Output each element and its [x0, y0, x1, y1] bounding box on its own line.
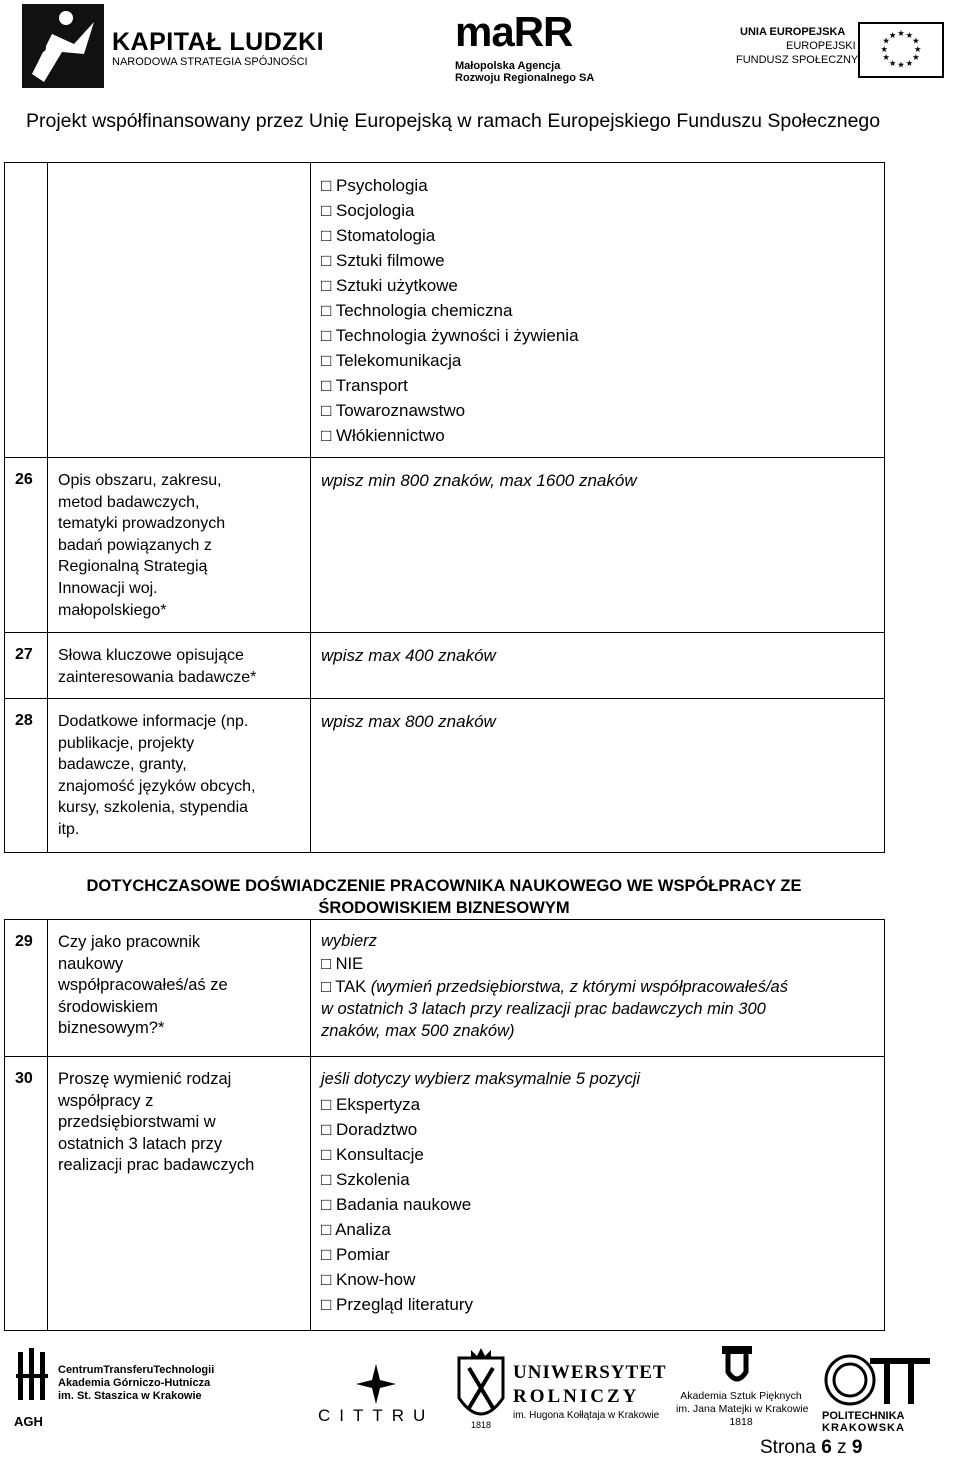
row-27-label-cell	[47, 632, 311, 699]
row-29-answer	[321, 930, 788, 1042]
text-line: CentrumTransferuTechnologii	[58, 1364, 215, 1376]
text-line: publikacje, projekty	[58, 734, 195, 752]
kapital-ludzki-emblem-icon	[22, 4, 104, 88]
marr-subtitle-line: Małopolska Agencja	[455, 60, 561, 72]
option-tak-checkbox[interactable]	[321, 976, 788, 1042]
text-line: badawcze, granty,	[58, 756, 187, 774]
svg-text:★: ★	[913, 43, 922, 54]
cooperation-option-checkbox[interactable]: □ Analiza	[321, 1217, 640, 1242]
text-line: metod badawczych,	[58, 493, 200, 511]
marr-subtitle	[455, 60, 594, 84]
row-26-hint: wpisz min 800 znaków, max 1600 znaków	[321, 471, 637, 490]
row-28-label-cell	[47, 698, 311, 853]
row-26-num-cell	[4, 457, 48, 633]
text-line: przedsiębiorstwami w	[58, 1113, 216, 1132]
row-number: 30	[15, 1070, 33, 1087]
field-option-checkbox[interactable]: □ Włókiennictwo	[321, 423, 579, 448]
field-of-science-options	[321, 173, 579, 448]
text-line: Opis obszaru, zakresu,	[58, 472, 222, 489]
text-line: kursy, szkolenia, stypendia	[58, 799, 249, 817]
field-option-checkbox[interactable]: □ Towaroznawstwo	[321, 398, 579, 423]
row-27-hint: wpisz max 400 znaków	[321, 646, 496, 665]
text-line: biznesowym?*	[58, 1019, 165, 1038]
svg-text:★: ★	[905, 29, 914, 40]
cooperation-option-checkbox[interactable]: □ Pomiar	[321, 1242, 640, 1267]
cooperation-option-checkbox[interactable]: □ Przegląd literatury	[321, 1292, 640, 1317]
row-number: 29	[15, 933, 33, 950]
row-29-num-cell	[4, 919, 48, 1057]
field-option-checkbox[interactable]: □ Psychologia	[321, 173, 579, 198]
row-28-hint: wpisz max 800 znaków	[321, 712, 496, 731]
page-prefix: Strona	[760, 1437, 816, 1458]
row-29-answer-cell	[310, 919, 885, 1057]
section-title	[0, 875, 888, 919]
text-line: ostatnich 3 latach przy	[58, 1134, 223, 1153]
text-line: tematyki prowadzonych	[58, 515, 226, 533]
marr-logo	[455, 8, 595, 88]
field-option-checkbox[interactable]: □ Stomatologia	[321, 223, 579, 248]
row-28-num-cell	[4, 698, 48, 853]
pk-emblem-icon	[822, 1352, 934, 1408]
row-top-num-cell	[4, 162, 48, 458]
svg-text:★: ★	[888, 29, 897, 40]
text-line: naukowy	[58, 954, 124, 973]
row-30-hint: jeśli dotyczy wybierz maksymalnie 5 pozycji	[321, 1070, 641, 1088]
row-number: 26	[15, 471, 33, 488]
text-line: środowiskiem	[58, 997, 158, 1016]
text-line: Dodatkowe informacje (np.	[58, 713, 249, 730]
text-line: ŚRODOWISKIEM BIZNESOWYM	[318, 899, 570, 917]
row-27-answer-cell[interactable]	[310, 632, 885, 699]
kapital-ludzki-subtitle: NARODOWA STRATEGIA SPÓJNOŚCI	[112, 56, 308, 68]
field-option-checkbox[interactable]: □ Transport	[321, 373, 579, 398]
kapital-ludzki-title: KAPITAŁ LUDZKI	[112, 28, 325, 56]
ur-logo	[455, 1344, 667, 1434]
eu-line-1: UNIA EUROPEJSKA	[740, 26, 846, 38]
row-30-num-cell	[4, 1056, 48, 1331]
cooperation-option-checkbox[interactable]: □ Szkolenia	[321, 1167, 640, 1192]
page-current: 6	[821, 1437, 832, 1458]
row-26-answer-cell[interactable]	[310, 457, 885, 633]
row-number: 28	[15, 712, 33, 729]
pk-logo	[818, 1344, 938, 1434]
field-option-checkbox[interactable]: □ Socjologia	[321, 198, 579, 223]
svg-text:★: ★	[897, 28, 905, 39]
row-30-label-cell	[47, 1056, 311, 1331]
row-26-label-cell	[47, 457, 311, 633]
text-line: im. St. Staszica w Krakowie	[58, 1390, 202, 1402]
field-option-checkbox[interactable]: □ Technologia żywności i żywienia	[321, 323, 579, 348]
ur-emblem-icon	[455, 1348, 507, 1430]
text-line: Słowa kluczowe opisujące	[58, 647, 244, 664]
cittru-logo	[318, 1344, 440, 1434]
cittru-text: CITTRU	[318, 1406, 435, 1425]
svg-text:★: ★	[882, 35, 890, 46]
cooperation-option-checkbox[interactable]: □ Konsultacje	[321, 1142, 640, 1167]
text-line: badań powiązanych z	[58, 536, 212, 554]
text-line: im. Jana Matejki w Krakowie	[676, 1403, 809, 1415]
pk-title-2: KRAKOWSKA	[822, 1422, 905, 1434]
agh-emblem-icon	[12, 1348, 52, 1408]
svg-text:★: ★	[888, 57, 897, 68]
cittru-emblem-icon	[356, 1364, 396, 1404]
kapital-ludzki-logo	[22, 0, 325, 95]
cooperation-option-checkbox[interactable]: □ Badania naukowe	[321, 1192, 640, 1217]
ur-year: 1818	[471, 1420, 492, 1430]
asp-emblem-icon	[722, 1346, 752, 1386]
svg-text:★: ★	[882, 52, 890, 63]
asp-logo	[676, 1344, 809, 1434]
text-line: Regionalną Strategią	[58, 558, 208, 576]
text-line: DOTYCHCZASOWE DOŚWIADCZENIE PRACOWNIKA NAUKOWEGO WE WSPÓŁPRACY ZE	[86, 877, 802, 895]
ctt-agh-logo	[12, 1344, 247, 1434]
row-27-num-cell	[4, 632, 48, 699]
text-line: Innowacji woj.	[58, 579, 158, 597]
cooperation-option-checkbox[interactable]: □ Ekspertyza	[321, 1092, 640, 1117]
svg-text:★: ★	[897, 59, 905, 70]
row-26-label	[58, 470, 225, 621]
eu-line-3: FUNDUSZ SPOŁECZNY	[736, 54, 859, 66]
eu-flag-icon	[858, 22, 944, 78]
eu-line-2: EUROPEJSKI	[786, 40, 856, 52]
ur-title-2: ROLNICZY	[513, 1386, 640, 1407]
text-line: 1818	[729, 1416, 753, 1428]
option-nie-checkbox[interactable]: □ NIE	[321, 953, 788, 976]
svg-text:★: ★	[880, 43, 889, 54]
cooperation-option-checkbox[interactable]: □ Know-how	[321, 1267, 640, 1292]
text-line: Akademia Sztuk Pięknych	[680, 1390, 802, 1402]
text-line: Akademia Górniczo-Hutnicza	[58, 1377, 211, 1389]
pk-title-1: POLITECHNIKA	[822, 1410, 905, 1422]
text-line: małopolskiego*	[58, 601, 167, 619]
row-number: 27	[15, 646, 33, 663]
field-option-checkbox[interactable]: □ Sztuki filmowe	[321, 248, 579, 273]
text-line: współpracy z	[58, 1091, 154, 1110]
field-option-checkbox[interactable]: □ Telekomunikacja	[321, 348, 579, 373]
cooperation-option-checkbox[interactable]: □ Doradztwo	[321, 1117, 640, 1142]
svg-text:★: ★	[905, 57, 914, 68]
page-total: 9	[851, 1437, 863, 1458]
row-29-label-cell	[47, 919, 311, 1057]
text-line: itp.	[58, 820, 80, 838]
row-top-label-cell	[47, 162, 311, 458]
text-line: współpracowałeś/aś ze	[58, 976, 228, 995]
row-30-label	[58, 1069, 254, 1177]
svg-text:★: ★	[912, 35, 920, 46]
row-29-hint: wybierz	[321, 932, 377, 950]
eu-logo	[736, 22, 946, 82]
text-line: Czy jako pracownik	[58, 933, 201, 951]
page-number	[760, 1437, 862, 1459]
ur-subtitle: im. Hugona Kołłątaja w Krakowie	[513, 1410, 660, 1421]
text-line: znajomość języków obcych,	[58, 777, 256, 795]
cooperation-type-options	[321, 1092, 640, 1317]
row-28-label	[58, 711, 255, 841]
ur-title-1: UNIWERSYTET	[513, 1362, 667, 1383]
row-30-answer	[321, 1067, 640, 1317]
field-option-checkbox[interactable]: □ Sztuki użytkowe	[321, 273, 579, 298]
field-option-checkbox[interactable]: □ Technologia chemiczna	[321, 298, 579, 323]
row-top-answer-cell	[310, 162, 885, 458]
row-28-answer-cell[interactable]	[310, 698, 885, 853]
ctt-text	[58, 1364, 214, 1403]
svg-text:★: ★	[912, 52, 920, 63]
row-30-answer-cell	[310, 1056, 885, 1331]
marr-wordmark: maRR	[455, 8, 573, 55]
page-of: z	[837, 1437, 847, 1458]
agh-text: AGH	[14, 1414, 43, 1429]
text-line: Proszę wymienić rodzaj	[58, 1070, 232, 1088]
row-29-label	[58, 932, 228, 1040]
project-tagline: Projekt współfinansowany przez Unię Europejską w ramach Europejskiego Funduszu Społecznego	[26, 110, 881, 132]
marr-subtitle-line: Rozwoju Regionalnego SA	[455, 72, 595, 84]
text-line: zainteresowania badawcze*	[58, 668, 257, 686]
option-tak-note: (wymień przedsiębiorstwa, z którymi współpracowałeś/aś w ostatnich 3 latach przy realizacji prac badawczych min 300 znaków, max 500 znaków)	[321, 978, 788, 1040]
text-line: realizacji prac badawczych	[58, 1156, 255, 1175]
asp-text	[676, 1390, 809, 1429]
option-tak-label: □ TAK	[321, 978, 366, 996]
row-27-label	[58, 645, 256, 688]
